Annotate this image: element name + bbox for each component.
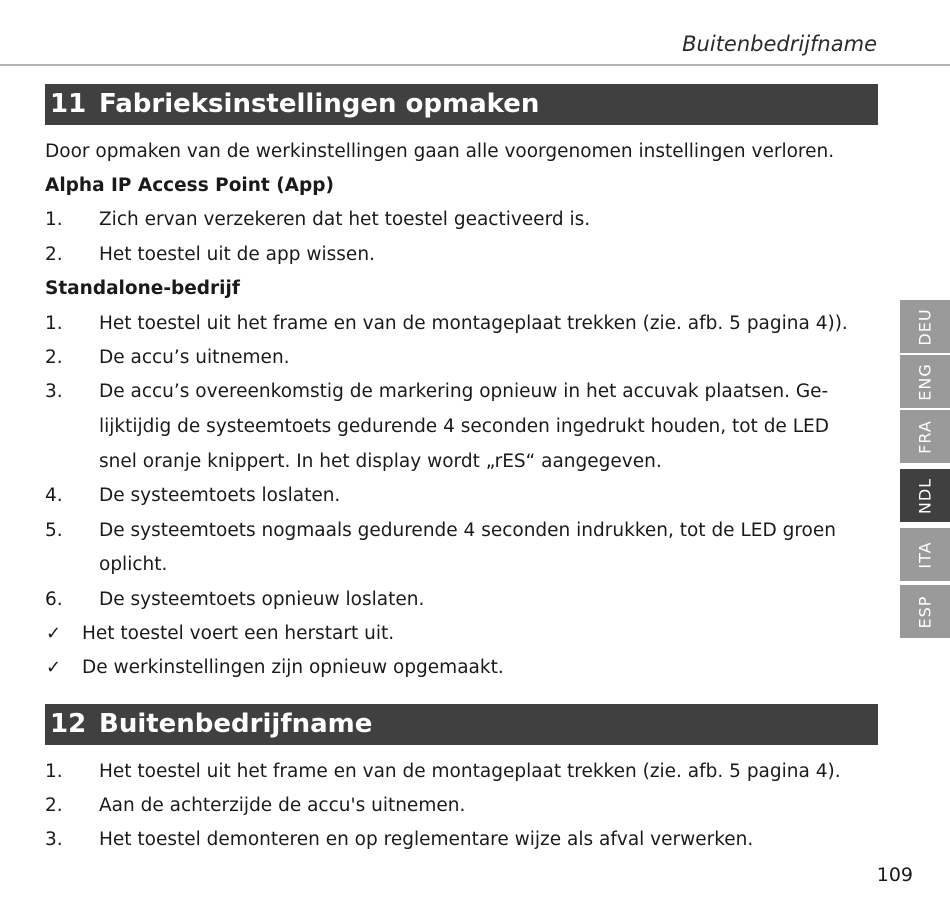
list-item-text: De systeemtoets nogmaals gedurende 4 seconden indrukken, tot de LED groen bbox=[99, 520, 836, 541]
list-item-text: Zich ervan verzekeren dat het toestel geactiveerd is. bbox=[99, 209, 591, 230]
running-header: Buitenbedrijfname bbox=[682, 32, 877, 56]
list-item-text: Het toestel demonteren en op reglementare wijze als afval verwerken. bbox=[99, 829, 754, 850]
language-tab-eng[interactable] bbox=[900, 355, 950, 408]
list-item-text: De accu’s uitnemen. bbox=[99, 347, 290, 368]
section-number: 11 bbox=[50, 89, 87, 119]
section-title: Fabrieksinstellingen opmaken bbox=[99, 89, 540, 119]
list-item-text: Het toestel uit het frame en van de montageplaat trekken (zie. afb. 5 pagina 4). bbox=[99, 761, 841, 782]
language-tab-label: DEU bbox=[915, 307, 935, 346]
list-item-text-continued: snel oranje knippert. In het display wordt „rES“ aangegeven. bbox=[99, 451, 662, 472]
section-title: Buitenbedrijfname bbox=[99, 709, 373, 739]
checkmark-icon: ✓ bbox=[46, 623, 62, 644]
language-tab-label: ITA bbox=[915, 540, 935, 569]
list-item-number: 4. bbox=[45, 485, 63, 506]
subheading-standalone: Standalone-bedrijf bbox=[45, 278, 240, 299]
section-number: 12 bbox=[50, 709, 87, 739]
list-item-number: 1. bbox=[45, 761, 63, 782]
result-text: De werkinstellingen zijn opnieuw opgemaakt. bbox=[82, 657, 504, 678]
language-tab-label: NDL bbox=[915, 477, 935, 514]
list-item-number: 6. bbox=[45, 589, 63, 610]
section-12-heading bbox=[45, 704, 878, 745]
header-divider bbox=[0, 64, 950, 66]
list-item-text: Het toestel uit de app wissen. bbox=[99, 244, 375, 265]
subheading-app: Alpha IP Access Point (App) bbox=[45, 175, 334, 196]
list-item-text: De systeemtoets loslaten. bbox=[99, 485, 341, 506]
list-item-number: 5. bbox=[45, 520, 63, 541]
language-tab-ndl[interactable] bbox=[900, 469, 950, 522]
language-tab-deu[interactable] bbox=[900, 300, 950, 353]
list-item-number: 1. bbox=[45, 209, 63, 230]
section-11-heading bbox=[45, 84, 878, 125]
list-item-number: 1. bbox=[45, 313, 63, 334]
language-tab-esp[interactable] bbox=[900, 585, 950, 638]
list-item-text-continued: lijktijdig de systeemtoets gedurende 4 seconden ingedrukt houden, tot de LED bbox=[99, 416, 829, 437]
language-tab-label: FRA bbox=[915, 419, 935, 454]
intro-paragraph: Door opmaken van de werkinstellingen gaan alle voorgenomen instellingen verloren. bbox=[45, 141, 835, 162]
list-item-text-continued: oplicht. bbox=[99, 554, 168, 575]
list-item-text: Aan de achterzijde de accu's uitnemen. bbox=[99, 795, 466, 816]
list-item-text: De accu’s overeenkomstig de markering opnieuw in het accuvak plaatsen. Ge- bbox=[99, 381, 829, 402]
language-tab-fra[interactable] bbox=[900, 410, 950, 463]
checkmark-icon: ✓ bbox=[46, 657, 62, 678]
list-item-number: 2. bbox=[45, 795, 63, 816]
language-tab-label: ESP bbox=[915, 595, 935, 628]
list-item-text: De systeemtoets opnieuw loslaten. bbox=[99, 589, 425, 610]
result-text: Het toestel voert een herstart uit. bbox=[82, 623, 395, 644]
language-tab-label: ENG bbox=[915, 362, 935, 401]
page-number: 109 bbox=[876, 864, 913, 886]
list-item-number: 2. bbox=[45, 347, 63, 368]
language-tab-ita[interactable] bbox=[900, 528, 950, 581]
list-item-text: Het toestel uit het frame en van de montageplaat trekken (zie. afb. 5 pagina 4)). bbox=[99, 313, 848, 334]
list-item-number: 2. bbox=[45, 244, 63, 265]
list-item-number: 3. bbox=[45, 829, 63, 850]
list-item-number: 3. bbox=[45, 381, 63, 402]
